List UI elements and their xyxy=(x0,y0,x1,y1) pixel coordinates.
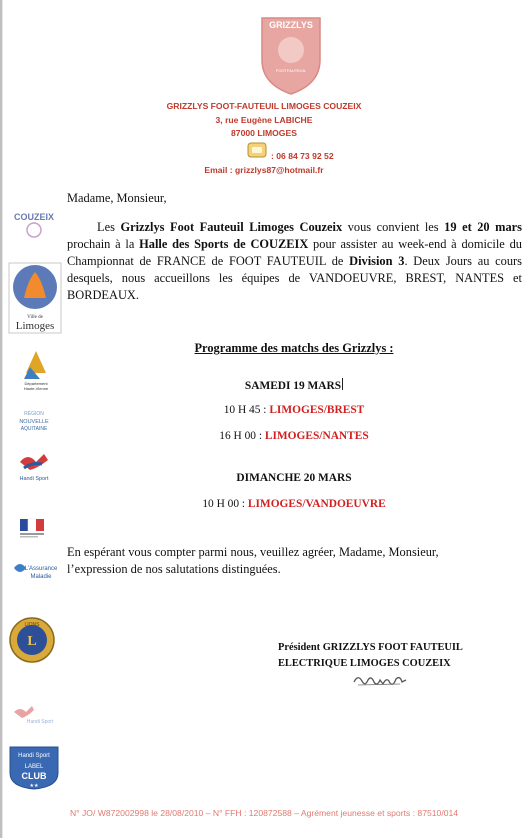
footer-registration: N° JO/ W872002998 le 28/08/2010 – N° FFH : 120872588 – Agrément jeunesse et sports : 87510/014 xyxy=(69,808,459,818)
handisport-logo xyxy=(14,448,56,488)
match-3-teams: LIMOGES/VANDOEUVRE xyxy=(247,498,386,510)
text-convient: vous convient les xyxy=(342,220,445,234)
handwritten-signature xyxy=(352,672,408,690)
closing-line-1: En espérant vous compter parmi nous, veuillez agréer, Madame, Monsieur, xyxy=(67,545,439,559)
haute-vienne-logo xyxy=(16,347,56,391)
phone-icon xyxy=(247,142,267,158)
text-teams: . Deux Jours au cours desquels, nous accueillons les équipes de VANDOEUVRE, BREST, NANTES et BORDEAUX. xyxy=(67,254,522,302)
ville-de-text: Ville de xyxy=(27,315,43,320)
logo-bottom-text: FOOTFAUTEUIL xyxy=(275,68,307,73)
closing-paragraph xyxy=(67,544,522,578)
org-street: 3, rue Eugène LABICHE xyxy=(215,115,313,125)
aquitaine-text: AQUITAINE xyxy=(20,426,48,432)
page-edge-inner xyxy=(2,0,3,838)
handisport-faded-logo xyxy=(10,702,56,730)
badge-label-text: LABEL xyxy=(24,764,44,770)
badge-handisport-text: Handi Sport xyxy=(18,753,50,759)
limoges-logo xyxy=(8,262,62,334)
text-cursor xyxy=(342,378,343,390)
match-3-time: 10 H 00 : xyxy=(202,498,248,510)
salutation: Madame, Monsieur, xyxy=(67,191,167,205)
match-1 xyxy=(0,404,528,416)
closing-line-2: l’expression de nos salutations distinguées. xyxy=(67,562,281,576)
club-name: Grizzlys Foot Fauteuil Limoges Couzeix xyxy=(120,220,343,234)
org-email[interactable]: Email : grizzlys87@hotmail.fr xyxy=(204,165,324,175)
svg-text:★★: ★★ xyxy=(29,783,39,789)
day-2: DIMANCHE 20 MARS xyxy=(236,472,352,484)
badge-club-text: CLUB xyxy=(21,771,47,781)
match-3 xyxy=(0,498,528,510)
handisport-label-club-badge xyxy=(6,743,62,791)
limoges-text: Limoges xyxy=(15,320,55,332)
nouvelle-aquitaine-logo xyxy=(8,408,60,434)
event-dates: 19 et 20 mars xyxy=(444,220,523,234)
handisport-text: Handi Sport xyxy=(19,476,49,482)
text-les: Les xyxy=(97,220,121,234)
text-assister: pour assister au week-end à domicile du Championnat de FRANCE de FOOT FAUTEUIL de xyxy=(67,237,522,268)
signatory-line-1: Président GRIZZLYS FOOT FAUTEUIL xyxy=(278,642,463,653)
match-2-time: 16 H 00 : xyxy=(219,430,265,442)
svg-text:L: L xyxy=(27,634,37,649)
day-1-line xyxy=(0,378,528,392)
haute-vienne-text: Haute-Vienne xyxy=(23,386,49,391)
maladie-text: Maladie xyxy=(30,574,52,580)
logo-top-text: GRIZZLYS xyxy=(269,20,313,30)
org-name: GRIZZLYS FOOT-FAUTEUIL LIMOGES COUZEIX xyxy=(166,101,362,111)
couzeix-logo xyxy=(8,204,60,240)
departement-text: Département xyxy=(24,381,48,386)
republique-francaise-logo xyxy=(16,516,50,540)
assurance-text: L’Assurance xyxy=(24,566,58,572)
signatory-line-2: ELECTRIQUE LIMOGES COUZEIX xyxy=(278,658,451,669)
assurance-maladie-logo xyxy=(10,558,64,584)
venue-name: Halle des Sports de COUZEIX xyxy=(139,237,309,251)
program-title: Programme des matchs des Grizzlys : xyxy=(194,341,394,355)
region-text: RÉGION xyxy=(24,411,44,417)
grizzlys-logo xyxy=(258,14,324,96)
invitation-paragraph xyxy=(67,219,522,304)
match-1-time: 10 H 45 : xyxy=(223,404,270,416)
lions-text: LIONS xyxy=(24,622,40,628)
match-2 xyxy=(0,430,528,442)
match-1-teams: LIMOGES/BREST xyxy=(269,404,365,416)
couzeix-logo-text: COUZEIX xyxy=(13,212,55,222)
match-2-teams: LIMOGES/NANTES xyxy=(264,430,369,442)
signature-block xyxy=(278,640,463,672)
division: Division 3 xyxy=(349,254,405,268)
lions-club-logo xyxy=(8,616,56,664)
org-city: 87000 LIMOGES xyxy=(231,128,297,138)
org-phone: : 06 84 73 92 52 xyxy=(271,151,334,161)
handisport-faded-text: Handi Sport xyxy=(26,719,54,725)
nouvelle-text: NOUVELLE xyxy=(19,419,49,425)
text-prochain: prochain à la xyxy=(67,237,140,251)
day-1: SAMEDI 19 MARS xyxy=(244,380,342,392)
